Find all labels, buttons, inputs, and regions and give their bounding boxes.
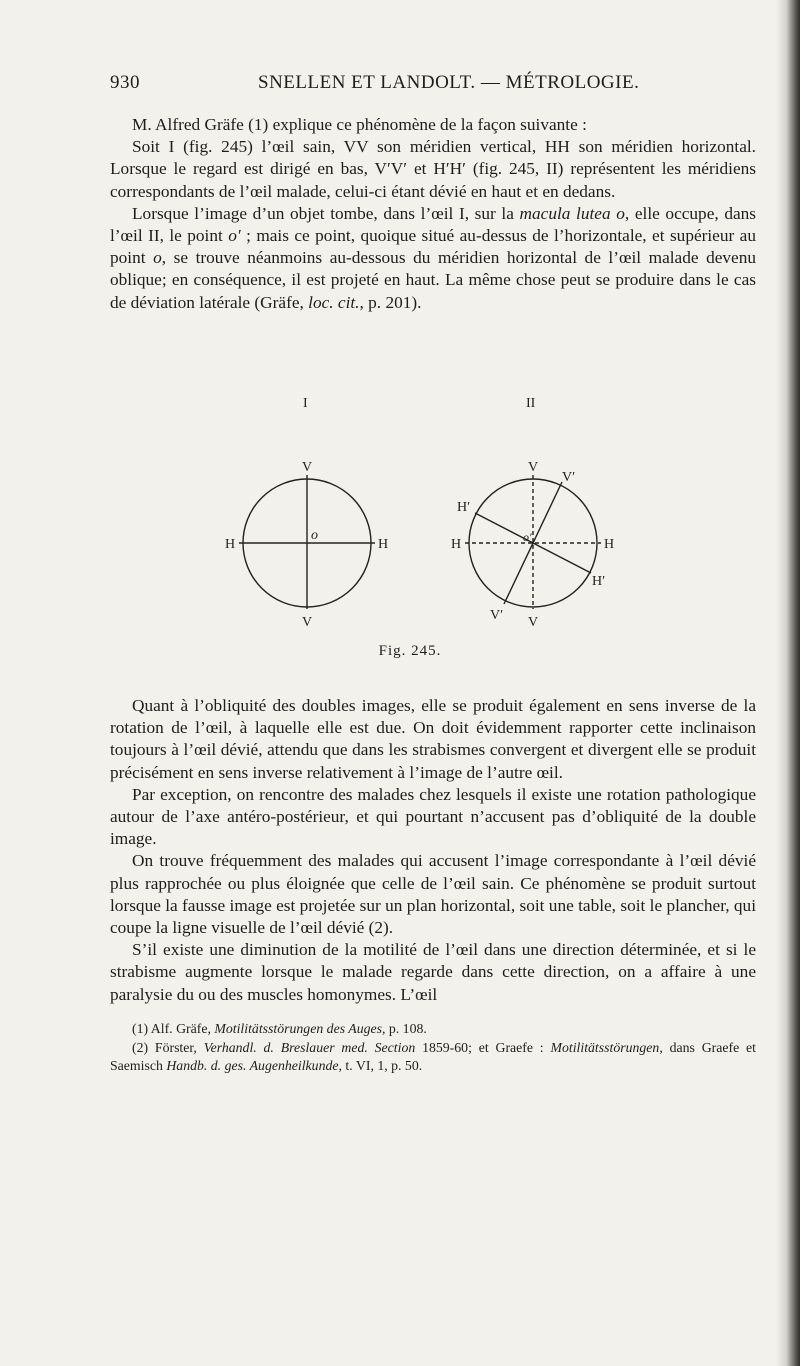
eye-1-bottom-label: V bbox=[302, 615, 313, 630]
paragraph-text: Lorsque l’image d’un objet tombe, dans l’œil I, sur la bbox=[132, 203, 520, 223]
footnote-2 bbox=[110, 1039, 756, 1076]
eye-2-bottom-prime-label: V′ bbox=[490, 608, 504, 623]
page-header bbox=[110, 72, 750, 102]
footnote-title: Motilitätsstörungen des Auges bbox=[214, 1021, 382, 1036]
paragraph bbox=[110, 136, 756, 203]
footnote-text: , t. VI, 1, p. 50. bbox=[338, 1058, 423, 1073]
footnote-1 bbox=[110, 1020, 756, 1039]
paragraph: Quant à l’obliquité des doubles images, elle se produit également en sens inverse de la rotation de l’œil, à laquelle elle est due. On doit évidemment rapporter cette inclinaison toujours à l’œil dévié, attendu que dans les strabismes convergent et divergent elle se produit précisément en sens inverse relativement à l’image de l’autre œil. bbox=[110, 696, 756, 782]
italic-term: o bbox=[153, 248, 162, 268]
eye-1-top-label: V bbox=[302, 460, 313, 475]
paragraph-text: , elle occupe, dans l’œil II, le point bbox=[110, 203, 757, 246]
paragraph: S’il existe une diminution de la motilité de l’œil dans une direction déterminée, et si le strabisme augmente lorsque le malade regarde dans cette direction, on a affaire à une paralysie du ou des muscles homonymes. L’œil bbox=[110, 940, 756, 1004]
eye-1-center-label: o bbox=[311, 528, 318, 543]
paragraph bbox=[110, 203, 756, 314]
footnote-text: 1859-60; et Graefe : bbox=[415, 1039, 551, 1055]
footnote-text: (2) Förster, bbox=[132, 1039, 204, 1055]
figure-caption: Fig. 245. bbox=[378, 643, 442, 659]
figure-245 bbox=[190, 395, 630, 670]
paragraph-text: Soit I (fig. 245) l’œil sain, VV son méridien vertical, HH son méridien horizontal. Lorsque le regard est dirigé en bas, V′V′ et H′H′ (fig. 245, II) représentent les méridiens correspondants de l’œil malade, celui-ci étant dévié en haut et en dedans. bbox=[110, 137, 756, 201]
footnote-text: , p. 108. bbox=[381, 1021, 427, 1036]
paragraph-text: , se trouve néanmoins au-dessous du méridien horizontal de l’œil malade devenu oblique; en conséquence, il est projeté en haut. La même chose peut se produire dans le cas de déviation latérale (Gräfe, bbox=[110, 248, 756, 312]
paragraph-text: , p. 201). bbox=[359, 292, 422, 312]
paragraph-text: M. Alfred Gräfe (1) explique ce phénomène de la façon suivante : bbox=[132, 115, 587, 134]
italic-term: loc. cit. bbox=[308, 292, 360, 312]
eye-2-center-label: o′ bbox=[523, 530, 532, 544]
eye-2-bottom-label: V bbox=[528, 615, 539, 630]
eye-2-left-prime-label: H′ bbox=[457, 500, 471, 515]
eye-1-left-label: H bbox=[225, 537, 236, 552]
eye-1-label: I bbox=[303, 396, 308, 411]
eye-2-right-label: H bbox=[604, 537, 615, 552]
eye-2-left-label: H bbox=[451, 537, 462, 552]
eye-2-top-prime-label: V′ bbox=[562, 470, 576, 485]
eye-2-right-prime-label: H′ bbox=[592, 574, 606, 589]
footnote-title: Handb. d. ges. Augenheilkunde bbox=[166, 1058, 339, 1073]
footnote-title: Motilitätsstörungen bbox=[550, 1039, 660, 1055]
footnote-text: (1) Alf. Gräfe, bbox=[132, 1021, 215, 1036]
running-title: SNELLEN ET LANDOLT. — MÉTROLOGIE. bbox=[258, 72, 640, 93]
book-spine-edge bbox=[786, 0, 800, 1366]
eye-meridian-diagram bbox=[190, 395, 630, 640]
paragraph-text: ; mais ce point, quoique situé au-dessus de l’horizontale, et supérieur au point bbox=[110, 226, 756, 268]
footnote-title: Verhandl. d. Breslauer med. Section bbox=[203, 1039, 416, 1055]
paragraph: Par exception, on rencontre des malades chez lesquels il existe une rotation pathologique autour de l’axe antéro-postérieur, et qui pourtant n’accusent pas d’obliquité de la double image. bbox=[110, 784, 756, 849]
italic-term: o′ bbox=[228, 226, 241, 246]
italic-term: macula lutea o bbox=[519, 203, 625, 223]
page-number: 930 bbox=[110, 72, 140, 93]
text-block-bottom bbox=[110, 695, 756, 1006]
text-block-top bbox=[110, 114, 756, 314]
footnotes bbox=[110, 1020, 756, 1076]
eye-1-right-label: H bbox=[378, 537, 389, 552]
paragraph: On trouve fréquemment des malades qui accusent l’image correspondante à l’œil dévié plus rapprochée ou plus éloignée que celle de l’œil sain. Ce phénomène se produit surtout lorsque la fausse image est projetée sur un plan horizontal, soit une table, soit le plancher, qui coupe la ligne visuelle de l’œil dévié (2). bbox=[110, 851, 756, 938]
paragraph bbox=[110, 114, 756, 136]
footnote-text: , dans Graefe et Saemisch bbox=[110, 1039, 756, 1073]
eye-2-label: II bbox=[526, 396, 536, 411]
eye-2-top-label: V bbox=[528, 460, 539, 475]
page-gutter-shadow bbox=[776, 0, 786, 1366]
